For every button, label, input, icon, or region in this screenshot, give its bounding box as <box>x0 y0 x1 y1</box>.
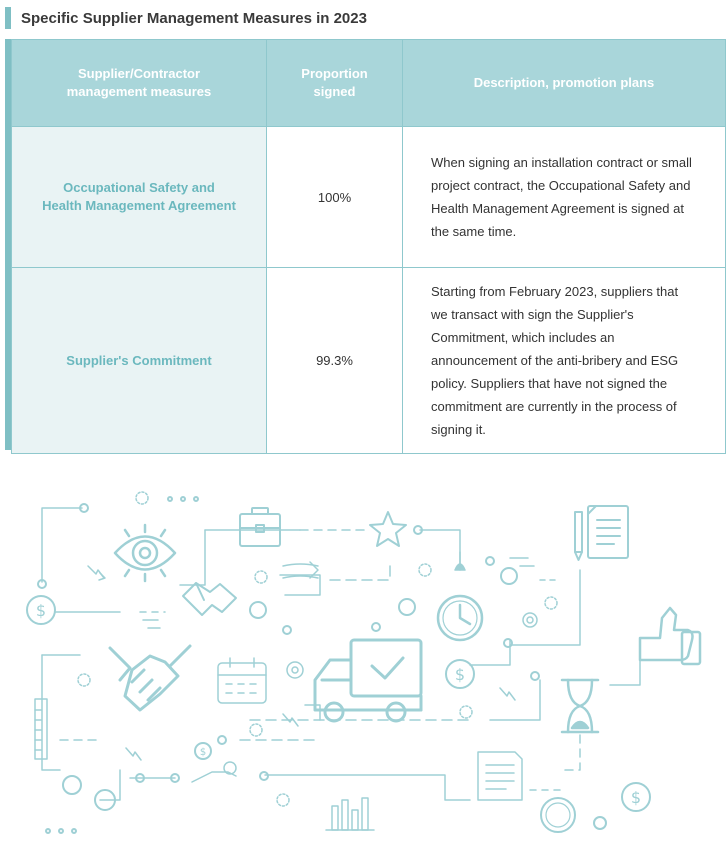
header-proportion: Proportion signed <box>267 40 403 127</box>
measure-cell: Supplier's Commitment <box>12 268 267 454</box>
document-pen-icon <box>575 506 628 560</box>
svg-text:$: $ <box>35 601 47 620</box>
sunburst-dots <box>78 492 557 806</box>
truck-check-icon <box>315 640 421 721</box>
table-row <box>12 268 726 454</box>
hourglass-icon <box>562 680 598 732</box>
briefcase-icon <box>240 508 280 546</box>
supply-chain-illustration <box>0 470 727 851</box>
measures-table <box>11 39 726 454</box>
header-measure: Supplier/Contractor management measures <box>12 40 267 127</box>
title-accent-bar <box>5 7 11 29</box>
paper-icon <box>478 752 522 800</box>
connector-lines <box>42 508 640 800</box>
svg-text:$: $ <box>199 747 207 758</box>
star-icon <box>370 512 406 546</box>
description-cell: Starting from February 2023, suppliers that we transact with sign the Supplier's Commitment, which includes an announcement of the anti-bribery and ESG policy. Suppliers that have not signed the commitment are currently in the process of signing it. <box>403 268 726 454</box>
thumbs-up-icon <box>640 608 700 664</box>
small-handshake-icon <box>183 583 236 615</box>
node-circles <box>35 497 606 833</box>
table-row <box>12 127 726 268</box>
svg-text:$: $ <box>630 788 642 807</box>
measures-table-container <box>5 39 725 450</box>
eye-icon <box>115 525 175 581</box>
table-header-row <box>12 40 726 127</box>
pin-icon <box>455 552 465 570</box>
calendar-icon <box>218 658 266 703</box>
proportion-cell: 99.3% <box>267 268 403 454</box>
section-title <box>5 7 367 29</box>
proportion-cell: 100% <box>267 127 403 268</box>
description-cell: When signing an installation contract or small project contract, the Occupational Safety and Health Management Agreement is signed at the same time. <box>403 127 726 268</box>
title-text: Specific Supplier Management Measures in 2023 <box>21 9 367 27</box>
header-description: Description, promotion plans <box>403 40 726 127</box>
hand-coin-icon <box>192 762 236 782</box>
handshake-icon <box>110 646 190 710</box>
ruler-icon <box>35 699 47 759</box>
measure-cell: Occupational Safety and Health Management Agreement <box>12 127 267 268</box>
bar-chart-icon <box>326 798 374 830</box>
svg-text:$: $ <box>454 665 466 684</box>
clock-icon <box>438 596 482 640</box>
